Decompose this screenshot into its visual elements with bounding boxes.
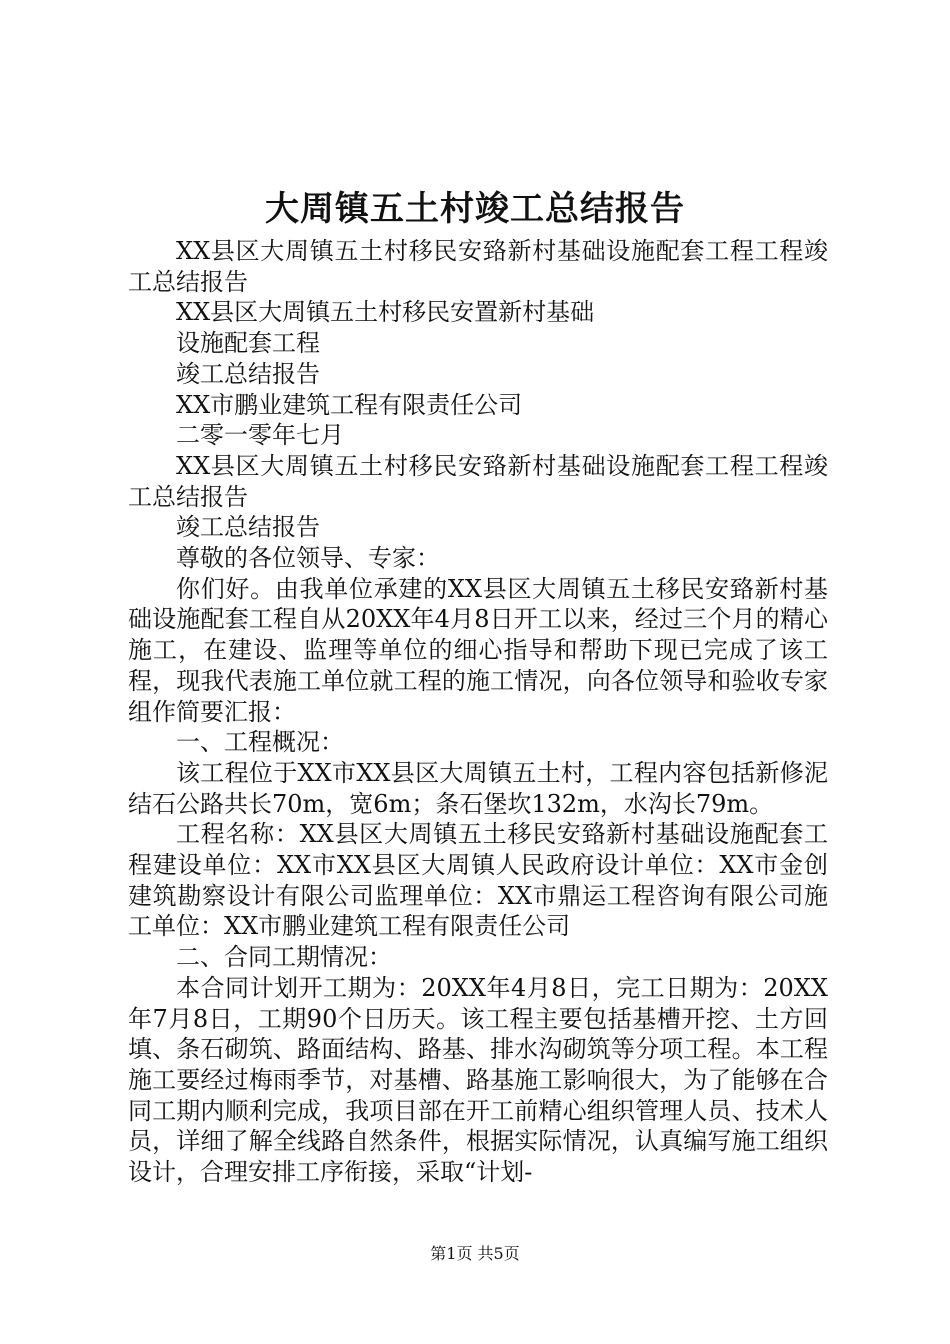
paragraph: XX县区大周镇五土村移民安置新村基础 <box>176 298 595 327</box>
paragraph: 本合同计划开工期为：20XX年4月8日，完工日期为：20XX年7月8日，工期90个日历天。该工程主要包括基槽开挖、土方回填、条石砌筑、路面结构、路基、排水沟砌筑等分项工程。本工程施工要经过梅雨季节，对基槽、路基施工影响很大，为了能够在合同工期内顺利完成，我项目部在开工前精心组织管理人员、技术人员，详细了解全线路自然条件，根据实际情况，认真编写施工组织设计，合理安排工序衔接，采取“计划- <box>128 973 828 1187</box>
paragraph: XX县区大周镇五土村移民安臵新村基础设施配套工程工程竣工总结报告 <box>128 237 828 296</box>
paragraph: XX市鹏业建筑工程有限责任公司 <box>176 390 523 419</box>
salutation: 尊敬的各位领导、专家： <box>176 544 440 573</box>
section-heading: 二、合同工期情况： <box>176 943 392 972</box>
paragraph: 竣工总结报告 <box>176 359 320 388</box>
document-body <box>128 236 828 1188</box>
paragraph: 设施配套工程 <box>176 329 320 358</box>
page-number-footer: 第1页 共5页 <box>430 1244 520 1263</box>
paragraph: 二零一零年七月 <box>176 421 344 450</box>
document-title: 大周镇五土村竣工总结报告 <box>265 189 685 229</box>
paragraph: 竣工总结报告 <box>176 513 320 542</box>
paragraph: 你们好。由我单位承建的XX县区大周镇五土移民安臵新村基础设施配套工程自从20XX年4月8日开工以来，经过三个月的精心施工，在建设、监理等单位的细心指导和帮助下现已完成了该工程，现我代表施工单位就工程的施工情况，向各位领导和验收专家组作简要汇报： <box>128 574 828 726</box>
paragraph: 该工程位于XX市XX县区大周镇五土村，工程内容包括新修泥结石公路共长70m，宽6m；条石堡坎132m，水沟长79m。 <box>128 758 828 818</box>
paragraph: XX县区大周镇五土村移民安臵新村基础设施配套工程工程竣工总结报告 <box>128 451 828 511</box>
paragraph: 工程名称：XX县区大周镇五土移民安臵新村基础设施配套工程建设单位：XX市XX县区大周镇人民政府设计单位：XX市金创建筑勘察设计有限公司监理单位：XX市鼎运工程咨询有限公司施工单位：XX市鹏业建筑工程有限责任公司 <box>128 820 828 941</box>
section-heading: 一、工程概况： <box>176 728 344 757</box>
